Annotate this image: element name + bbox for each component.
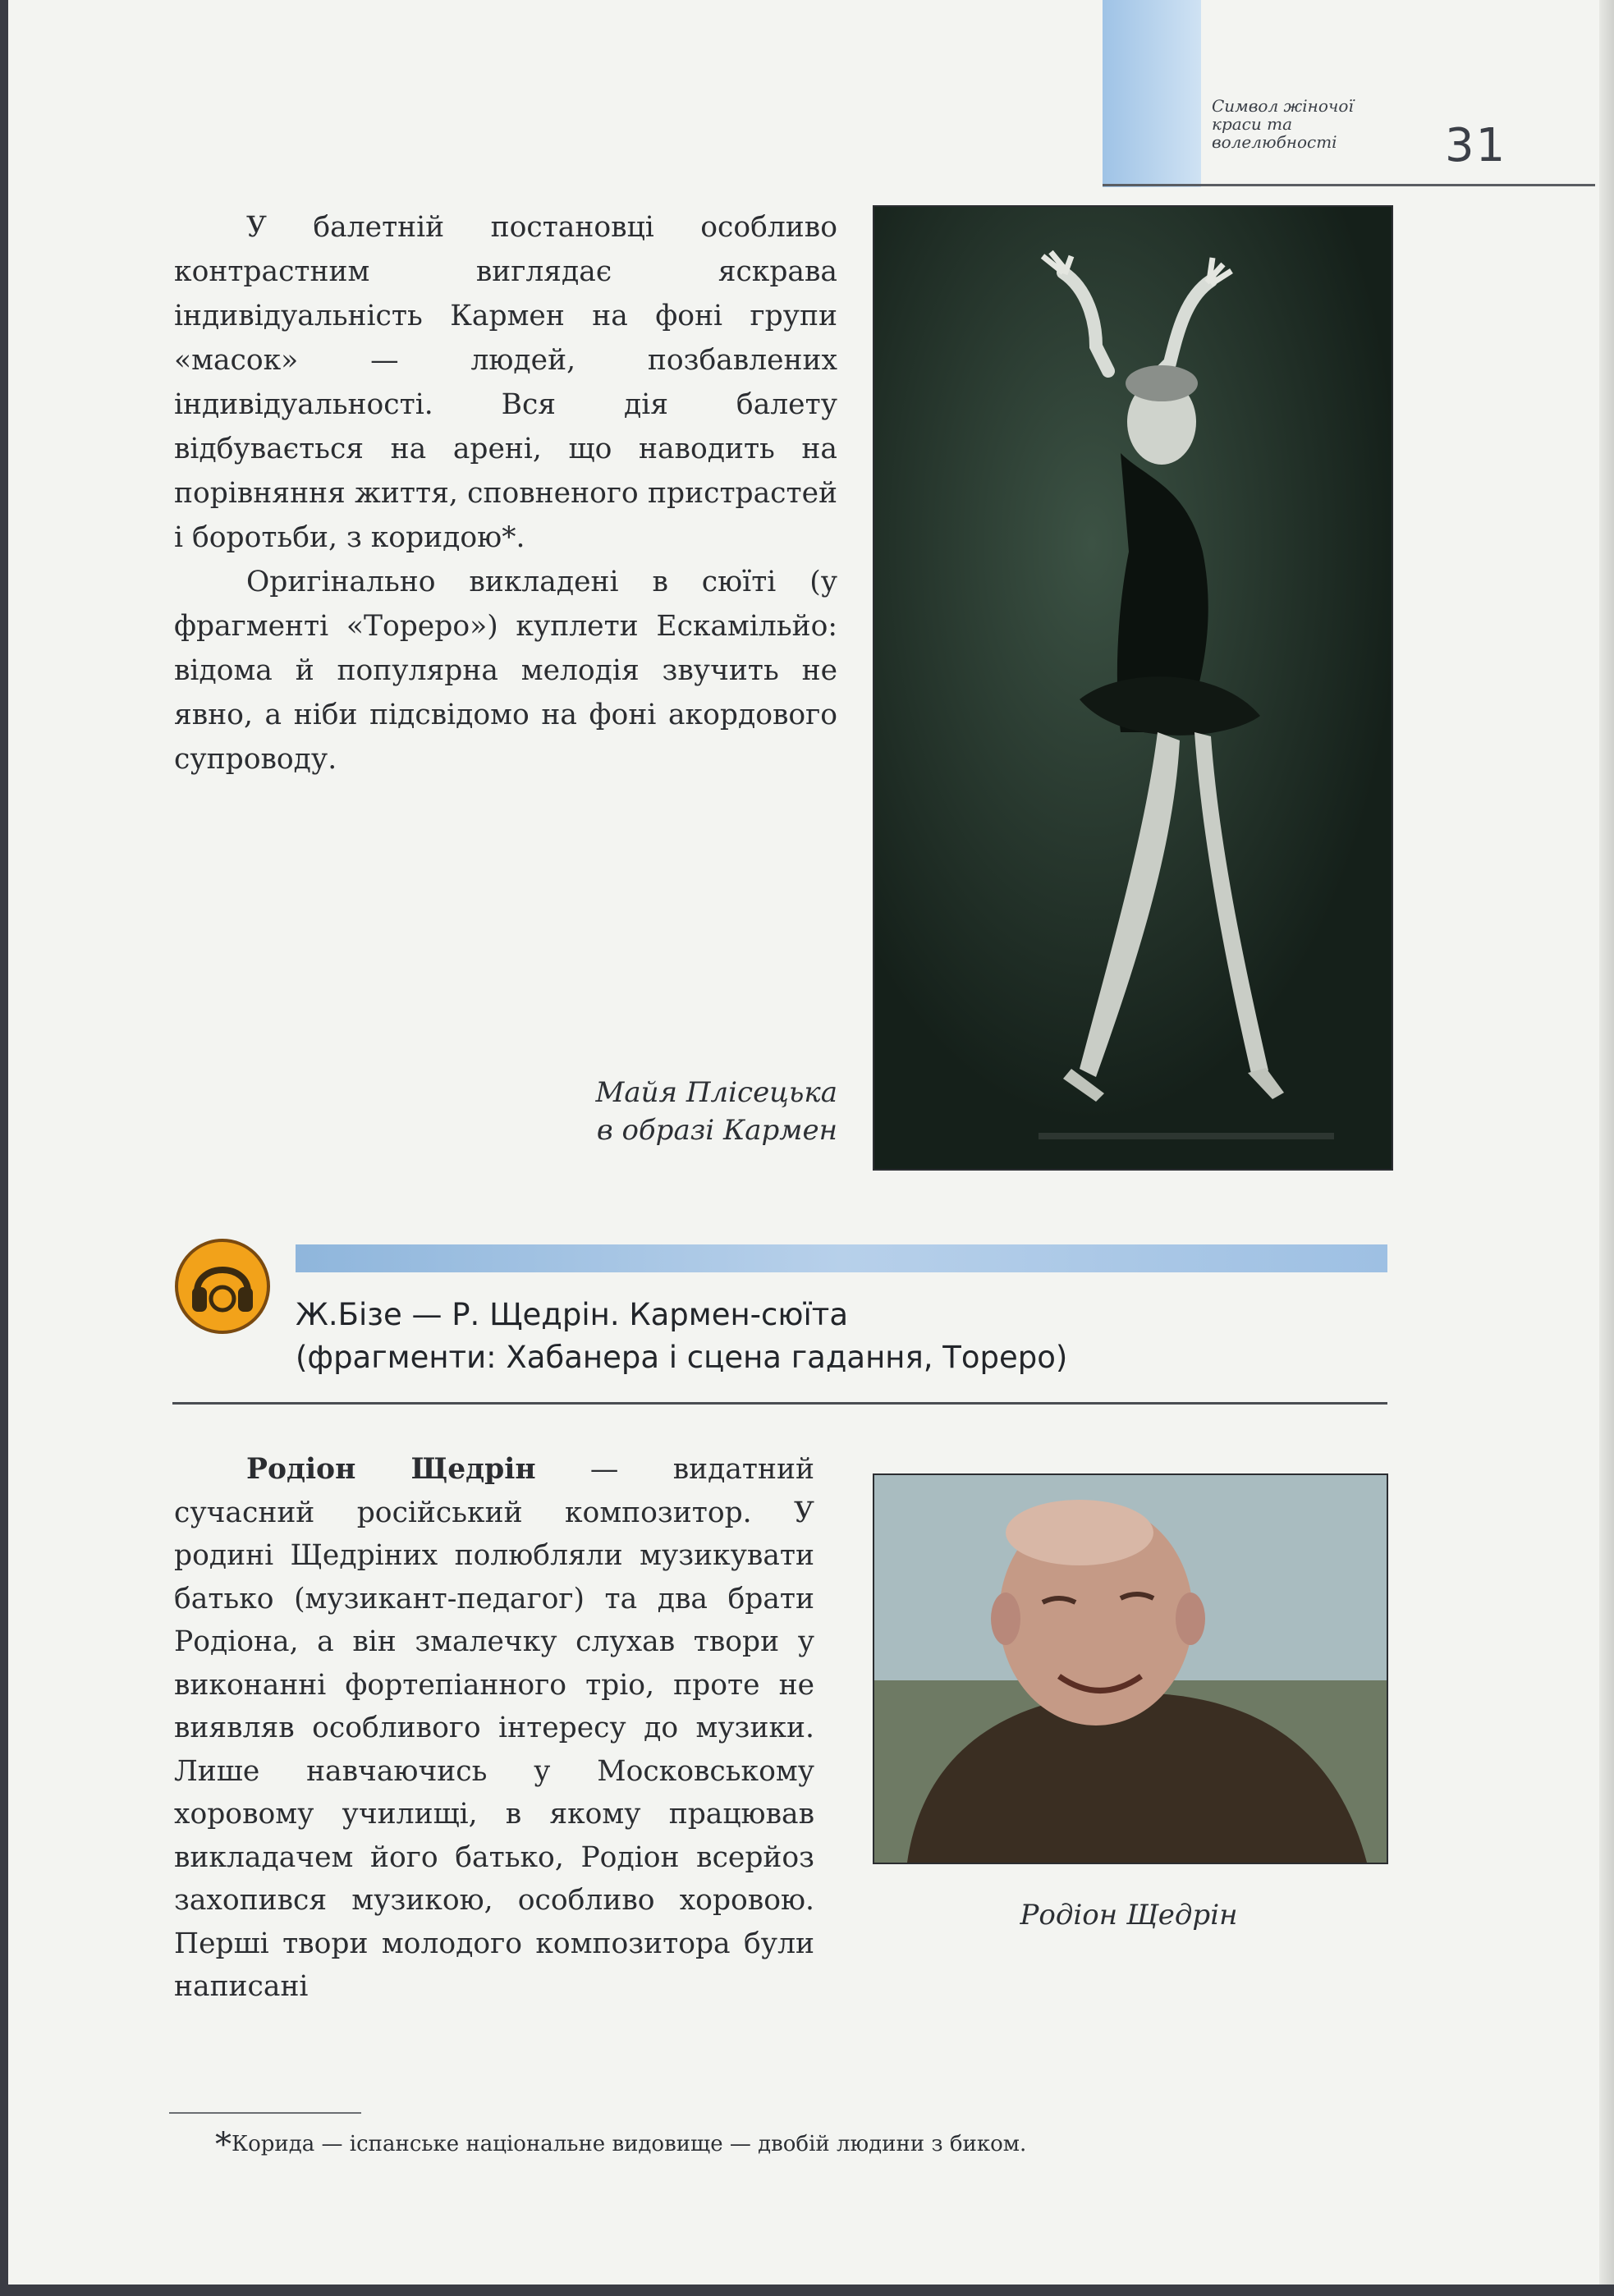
top-text <box>174 205 837 781</box>
footnote-text: Корида — іспанське національне видовище — двобій людини з биком. <box>232 2132 1027 2156</box>
portrait-caption: Родіон Щедрін <box>1020 1899 1238 1932</box>
page-edge <box>1599 0 1614 2296</box>
paragraph-1: У балетній постановці особливо контрастним виглядає яскрава індивідуальність Кармен на фоні групи «масок» — людей, позбавлених індивідуальності. Вся дія балету відбувається на арені, що наводить на порівняння життя, сповненого пристрастей і боротьби, з коридою*. <box>174 211 837 554</box>
bio-name: Родіон Щедрін <box>246 1453 536 1486</box>
headphones-icon <box>174 1238 271 1335</box>
page-shadow-left <box>0 0 8 2296</box>
running-title: Символ жіночої краси та волелюбності <box>1212 96 1354 152</box>
page-shadow-bottom <box>0 2285 1614 2296</box>
listening-line-1: Ж.Бізе — Р. Щедрін. Кармен-сюїта <box>296 1297 849 1332</box>
listening-text <box>296 1294 1363 1379</box>
dancer-caption: Майя Плісецька в образі Кармен <box>595 1076 837 1147</box>
dancer-figure <box>874 207 1392 1169</box>
dancer-photo <box>873 205 1393 1171</box>
portrait-figure <box>874 1475 1387 1863</box>
portrait-photo <box>873 1473 1388 1864</box>
footnote-rule <box>169 2112 361 2114</box>
page-number: 31 <box>1445 119 1507 172</box>
paragraph-2: Оригінально викладені в сюїті (у фрагменті «Тореро») куплети Ескамільйо: відома й популярна мелодія звучить не явно, а ніби підсвідомо на фоні акордового супроводу. <box>174 566 837 776</box>
footnote-mark: * <box>215 2126 232 2164</box>
footnote <box>215 2126 1364 2164</box>
bio-text <box>174 1448 814 2009</box>
header-accent-band <box>1103 0 1201 187</box>
listening-band <box>296 1244 1387 1272</box>
listening-line-2: (фрагменти: Хабанера і сцена гадання, Тореро) <box>296 1340 1068 1375</box>
section-rule <box>172 1402 1387 1405</box>
bio-body: — видатний сучасний російський композитор. У родині Щедріних полюбляли музикувати батько (музикант-педагог) та два брати Родіона, а він змалечку слухав твори у виконанні фортепіанного тріо, проте не виявляв особливого інтересу до музики. Лише навчаючись у Московському хоровому училищі, в якому працював викладачем його батько, Родіон всерйоз захопився музикою, особливо хоровою. Перші твори молодого композитора були написані <box>174 1453 814 2003</box>
header-rule <box>1103 184 1595 186</box>
